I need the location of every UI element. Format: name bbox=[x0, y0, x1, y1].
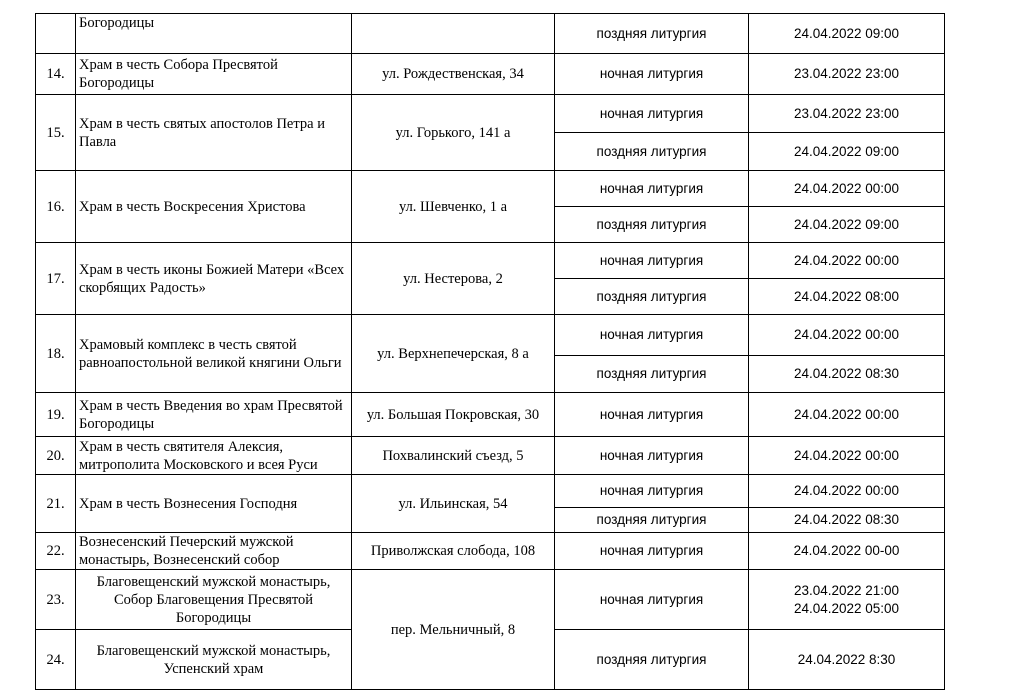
service-datetime: 24.04.2022 09:00 bbox=[749, 14, 945, 54]
church-name: Богородицы bbox=[76, 14, 352, 54]
table-row bbox=[36, 570, 945, 630]
church-address: ул. Нестерова, 2 bbox=[352, 243, 555, 315]
service-type: ночная литургия bbox=[555, 54, 749, 95]
church-name: Храм в честь иконы Божией Матери «Всех скорбящих Радость» bbox=[76, 243, 352, 315]
service-datetime: 24.04.2022 09:00 bbox=[749, 207, 945, 243]
service-datetime: 24.04.2022 00:00 bbox=[749, 393, 945, 437]
row-number: 21. bbox=[36, 475, 76, 533]
service-datetime: 24.04.2022 08:30 bbox=[749, 508, 945, 533]
table-row bbox=[36, 54, 945, 95]
row-number: 17. bbox=[36, 243, 76, 315]
table-row bbox=[36, 393, 945, 437]
table-row bbox=[36, 95, 945, 133]
service-datetime: 24.04.2022 00:00 bbox=[749, 475, 945, 508]
service-datetime: 24.04.2022 00:00 bbox=[749, 171, 945, 207]
service-datetime: 24.04.2022 00:00 bbox=[749, 243, 945, 279]
church-name: Благовещенский мужской монастырь, Собор Благовещения Пресвятой Богородицы bbox=[76, 570, 352, 630]
service-datetime: 24.04.2022 09:00 bbox=[749, 133, 945, 171]
row-number: 24. bbox=[36, 630, 76, 690]
table-row bbox=[36, 243, 945, 279]
service-type: поздняя литургия bbox=[555, 14, 749, 54]
service-type: ночная литургия bbox=[555, 171, 749, 207]
table-row bbox=[36, 437, 945, 475]
service-datetime: 24.04.2022 08:00 bbox=[749, 279, 945, 315]
service-datetime: 23.04.2022 23:00 bbox=[749, 95, 945, 133]
service-datetime: 24.04.2022 00:00 bbox=[749, 437, 945, 475]
row-number bbox=[36, 14, 76, 54]
service-type: поздняя литургия bbox=[555, 356, 749, 393]
row-number: 18. bbox=[36, 315, 76, 393]
church-address: ул. Верхнепечерская, 8 а bbox=[352, 315, 555, 393]
service-type: ночная литургия bbox=[555, 243, 749, 279]
church-name: Храм в честь Введения во храм Пресвятой Богородицы bbox=[76, 393, 352, 437]
church-name: Благовещенский мужской монастырь, Успенский храм bbox=[76, 630, 352, 690]
row-number: 14. bbox=[36, 54, 76, 95]
church-name: Храм в честь Вознесения Господня bbox=[76, 475, 352, 533]
church-name: Храм в честь святых апостолов Петра и Павла bbox=[76, 95, 352, 171]
service-type: ночная литургия bbox=[555, 475, 749, 508]
church-address: Похвалинский съезд, 5 bbox=[352, 437, 555, 475]
church-address: Приволжская слобода, 108 bbox=[352, 533, 555, 570]
service-datetime-line: 23.04.2022 21:00 bbox=[793, 582, 900, 598]
service-datetime: 24.04.2022 00:00 bbox=[749, 315, 945, 356]
row-number: 20. bbox=[36, 437, 76, 475]
row-number: 16. bbox=[36, 171, 76, 243]
service-datetime: 23.04.2022 23:00 bbox=[749, 54, 945, 95]
table-row bbox=[36, 315, 945, 356]
service-datetime-line: 24.04.2022 05:00 bbox=[793, 600, 900, 616]
church-name: Вознесенский Печерский мужской монастырь, Вознесенский собор bbox=[76, 533, 352, 570]
table-row bbox=[36, 171, 945, 207]
church-address: ул. Рождественская, 34 bbox=[352, 54, 555, 95]
church-address: пер. Мельничный, 8 bbox=[352, 570, 555, 690]
church-name: Храмовый комплекс в честь святой равноапостольной великой княгини Ольги bbox=[76, 315, 352, 393]
service-type: поздняя литургия bbox=[555, 630, 749, 690]
church-name: Храм в честь Воскресения Христова bbox=[76, 171, 352, 243]
service-type: поздняя литургия bbox=[555, 279, 749, 315]
row-number: 22. bbox=[36, 533, 76, 570]
church-address: ул. Шевченко, 1 а bbox=[352, 171, 555, 243]
service-type: ночная литургия bbox=[555, 393, 749, 437]
service-datetime: 24.04.2022 00-00 bbox=[749, 533, 945, 570]
table-row bbox=[36, 533, 945, 570]
service-type: поздняя литургия bbox=[555, 508, 749, 533]
table-row bbox=[36, 475, 945, 508]
service-type: ночная литургия bbox=[555, 437, 749, 475]
service-type: ночная литургия bbox=[555, 533, 749, 570]
church-address: ул. Ильинская, 54 bbox=[352, 475, 555, 533]
row-number: 23. bbox=[36, 570, 76, 630]
service-type: поздняя литургия bbox=[555, 133, 749, 171]
schedule-table bbox=[35, 13, 945, 690]
row-number: 15. bbox=[36, 95, 76, 171]
church-address bbox=[352, 14, 555, 54]
service-type: ночная литургия bbox=[555, 95, 749, 133]
church-address: ул. Горького, 141 а bbox=[352, 95, 555, 171]
church-name: Храм в честь святителя Алексия, митрополита Московского и всея Руси bbox=[76, 437, 352, 475]
service-datetime: 24.04.2022 08:30 bbox=[749, 356, 945, 393]
table-row bbox=[36, 14, 945, 54]
service-datetime: 24.04.2022 8:30 bbox=[749, 630, 945, 690]
service-type: поздняя литургия bbox=[555, 207, 749, 243]
service-type: ночная литургия bbox=[555, 315, 749, 356]
church-name: Храм в честь Собора Пресвятой Богородицы bbox=[76, 54, 352, 95]
service-type: ночная литургия bbox=[555, 570, 749, 630]
row-number: 19. bbox=[36, 393, 76, 437]
church-address: ул. Большая Покровская, 30 bbox=[352, 393, 555, 437]
service-datetime bbox=[749, 570, 945, 630]
